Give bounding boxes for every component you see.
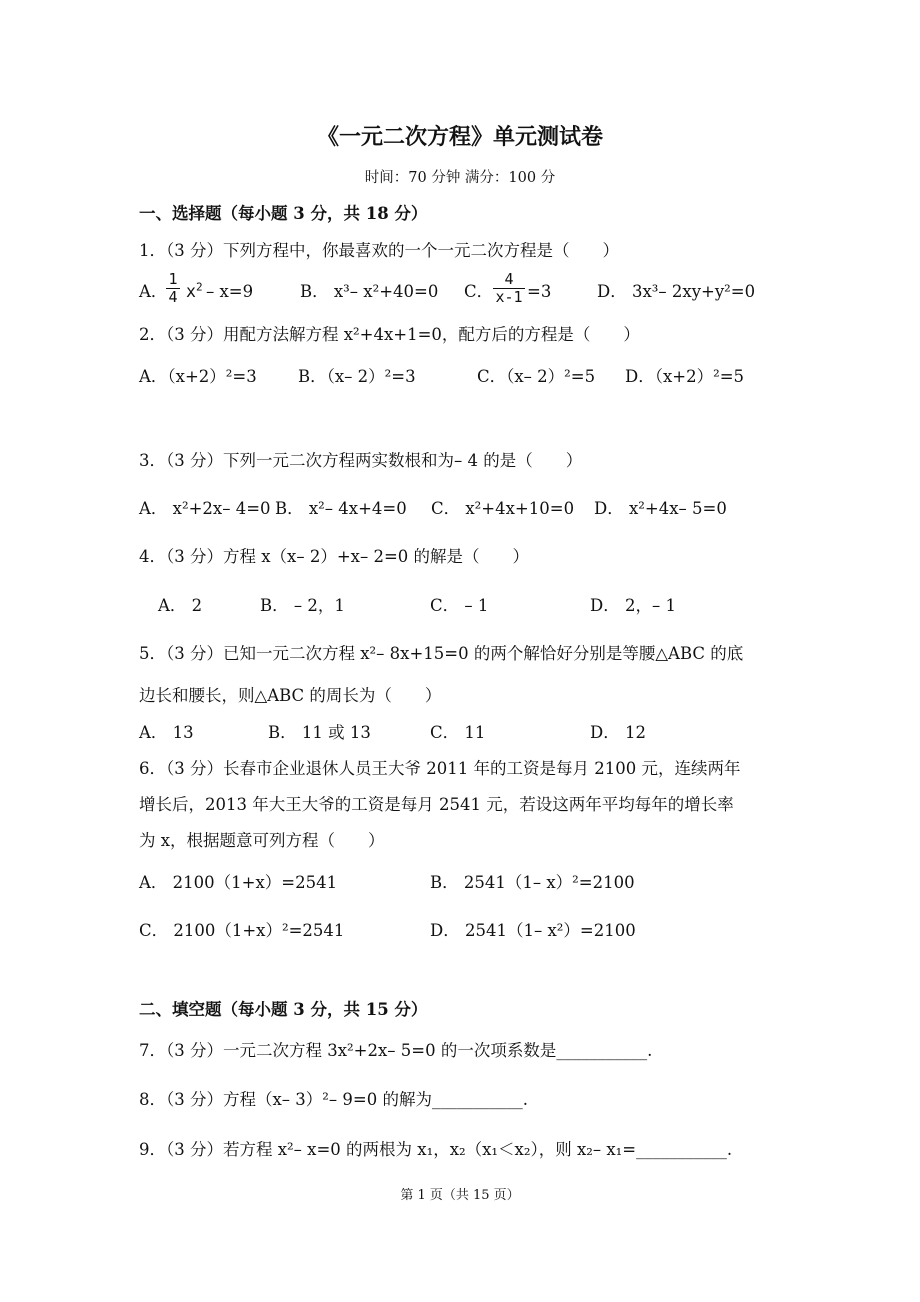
fraction-denominator: 4: [168, 288, 178, 306]
q3-option-d: D． x²+4x– 5=0: [594, 499, 727, 518]
q1-option-b: B． x³– x²+40=0: [300, 282, 439, 301]
fraction-numerator: 1: [168, 270, 178, 288]
q1-option-d: D． 3x³– 2xy+y²=0: [597, 282, 756, 301]
question-6-stem-line-1: 6．（3 分）长春市企业退休人员王大爷 2011 年的工资是每月 2100 元，连续两年: [139, 759, 741, 778]
q4-option-c: C． – 1: [430, 596, 489, 615]
question-1-stem: 1．（3 分）下列方程中，你最喜欢的一个一元二次方程是（ ）: [139, 241, 619, 260]
q6-option-b: B． 2541（1– x）²=2100: [430, 873, 635, 892]
q2-option-a: A．（x+2）²=3: [139, 367, 257, 386]
q4-option-a: A． 2: [158, 596, 203, 615]
question-5-stem-line-1: 5．（3 分）已知一元二次方程 x²– 8x+15=0 的两个解恰好分别是等腰△ABC 的底: [139, 644, 744, 663]
q4-option-b: B． – 2，1: [260, 596, 345, 615]
q4-option-d: D． 2，– 1: [590, 596, 676, 615]
q1-option-c-fraction: [493, 271, 525, 306]
question-2-stem: 2．（3 分）用配方法解方程 x²+4x+1=0，配方后的方程是（ ）: [139, 325, 640, 344]
q2-option-c: C．（x– 2）²=5: [477, 367, 596, 386]
q6-option-c: C． 2100（1+x）²=2541: [139, 921, 345, 940]
q6-option-d: D． 2541（1– x²）=2100: [430, 921, 636, 940]
q3-option-a: A． x²+2x– 4=0: [139, 499, 271, 518]
exam-info: 时间：70 分钟 满分：100 分: [364, 170, 556, 186]
question-8-stem: 8．（3 分）方程（x– 3）²– 9=0 的解为___________.: [139, 1090, 528, 1109]
q1-option-a-var: $x^2$: [186, 280, 203, 301]
q5-option-b: B． 11 或 13: [268, 723, 371, 742]
q2-option-d: D．（x+2）²=5: [625, 367, 745, 386]
q3-option-c: C． x²+4x+10=0: [431, 499, 575, 518]
q5-option-c: C． 11: [430, 723, 486, 742]
fraction-denominator: x-1: [495, 288, 523, 306]
page-footer: 第 1 页（共 15 页）: [400, 1188, 520, 1203]
question-9-stem: 9．（3 分）若方程 x²– x=0 的两根为 x₁，x₂（x₁＜x₂），则 x₂– x₁=___________.: [139, 1140, 733, 1159]
q1-option-a-fraction: [166, 271, 180, 306]
q6-option-a: A． 2100（1+x）=2541: [139, 873, 338, 892]
q5-option-d: D． 12: [590, 723, 646, 742]
question-6-stem-line-2: 增长后，2013 年大王大爷的工资是每月 2541 元，若设这两年平均每年的增长率: [139, 795, 734, 814]
question-4-stem: 4．（3 分）方程 x（x– 2）+x– 2=0 的解是（ ）: [139, 547, 530, 566]
fraction-numerator: 4: [504, 270, 514, 288]
question-5-stem-line-2: 边长和腰长，则△ABC 的周长为（ ）: [139, 686, 442, 705]
page-title: 《一元二次方程》单元测试卷: [316, 124, 603, 150]
q1-option-a-tail: – x=9: [206, 282, 254, 301]
question-3-stem: 3．（3 分）下列一元二次方程两实数根和为– 4 的是（ ）: [139, 451, 583, 470]
q1-option-c-label: C．: [464, 282, 494, 301]
q1-option-a-label: A．: [139, 282, 168, 301]
section-heading-choice: 一、选择题（每小题 3 分，共 18 分）: [139, 204, 428, 223]
section-heading-fill-in: 二、填空题（每小题 3 分，共 15 分）: [139, 1000, 428, 1019]
question-6-stem-line-3: 为 x，根据题意可列方程（ ）: [139, 831, 385, 850]
q3-option-b: B． x²– 4x+4=0: [275, 499, 407, 518]
q1-option-c-tail: =3: [527, 282, 552, 301]
q5-option-a: A． 13: [139, 723, 194, 742]
question-7-stem: 7．（3 分）一元二次方程 3x²+2x– 5=0 的一次项系数是___________.: [139, 1041, 653, 1060]
q2-option-b: B．（x– 2）²=3: [298, 367, 416, 386]
